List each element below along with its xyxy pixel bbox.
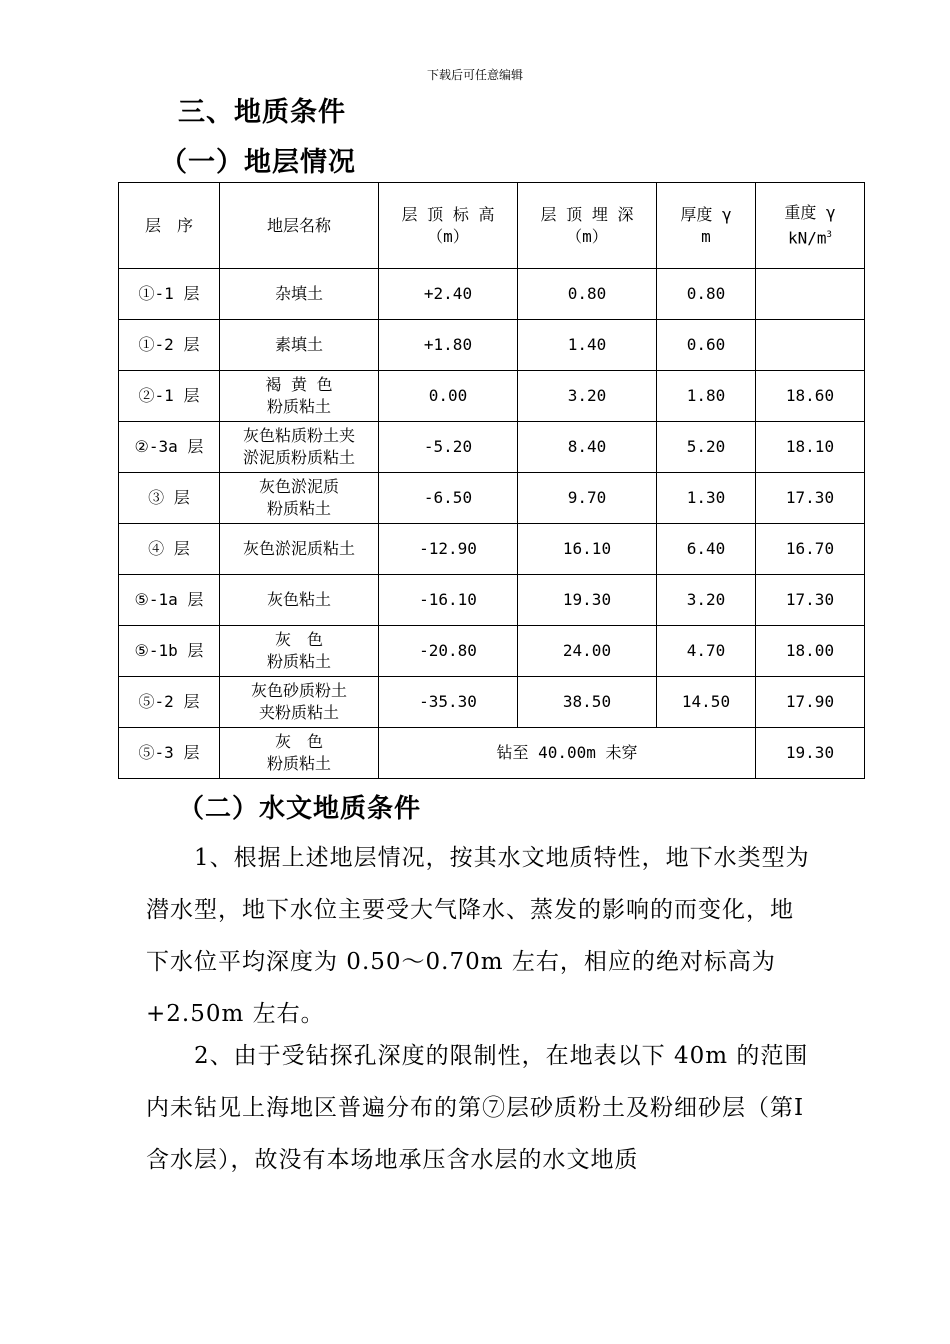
- cell-name: 灰色粘质粉土夹 淤泥质粉质粘土: [220, 422, 379, 473]
- cell-top-elev: -5.20: [379, 422, 518, 473]
- cell-name: 杂填土: [220, 269, 379, 320]
- cell-merged: 钻至 40.00m 未穿: [379, 728, 756, 779]
- cell-name: 灰 色 粉质粘土: [220, 626, 379, 677]
- cell-seq: ②-3a 层: [119, 422, 220, 473]
- paragraph-1: 1、根据上述地层情况，按其水文地质特性，地下水类型为潜水型，地下水位主要受大气降水、蒸发的影响的而变化，地下水位平均深度为 0.50～0.70m 左右，相应的绝对标高为+2.50m 左右。: [146, 845, 810, 1027]
- cell-top-depth: 8.40: [518, 422, 657, 473]
- cell-name: 灰 色 粉质粘土: [220, 728, 379, 779]
- cell-top-elev: -20.80: [379, 626, 518, 677]
- table-row: [119, 728, 865, 779]
- cell-name: 褐 黄 色 粉质粘土: [220, 371, 379, 422]
- subsection-title-strata: （一）地层情况: [160, 147, 356, 178]
- cell-weight: 19.30: [756, 728, 865, 779]
- cell-thickness: 3.20: [657, 575, 756, 626]
- table-row: [119, 677, 865, 728]
- cell-weight: [756, 269, 865, 320]
- cell-seq: ④ 层: [119, 524, 220, 575]
- cell-top-depth: 0.80: [518, 269, 657, 320]
- cell-top-depth: 1.40: [518, 320, 657, 371]
- cell-thickness: 0.60: [657, 320, 756, 371]
- cell-seq: ①-1 层: [119, 269, 220, 320]
- header-seq: 层 序: [119, 183, 220, 269]
- cell-top-elev: -6.50: [379, 473, 518, 524]
- header-thickness: 厚度 γ m: [657, 183, 756, 269]
- table-row: [119, 269, 865, 320]
- table-header-row: [119, 183, 865, 269]
- table-row: [119, 626, 865, 677]
- cell-thickness: 6.40: [657, 524, 756, 575]
- section-title: 三、地质条件: [178, 97, 346, 128]
- cell-name: 素填土: [220, 320, 379, 371]
- cell-seq: ②-1 层: [119, 371, 220, 422]
- cell-weight: 18.10: [756, 422, 865, 473]
- cell-seq: ⑤-1a 层: [119, 575, 220, 626]
- strata-table: [118, 182, 865, 779]
- table-row: [119, 422, 865, 473]
- cell-top-depth: 19.30: [518, 575, 657, 626]
- cell-seq: ⑤-2 层: [119, 677, 220, 728]
- table-row: [119, 524, 865, 575]
- cell-top-depth: 3.20: [518, 371, 657, 422]
- cell-top-elev: -12.90: [379, 524, 518, 575]
- table-row: [119, 371, 865, 422]
- cell-seq: ⑤-3 层: [119, 728, 220, 779]
- cell-weight: 16.70: [756, 524, 865, 575]
- cell-seq: ①-2 层: [119, 320, 220, 371]
- header-top-depth: 层 顶 埋 深 （m）: [518, 183, 657, 269]
- cell-weight: 17.90: [756, 677, 865, 728]
- cell-top-depth: 16.10: [518, 524, 657, 575]
- cell-thickness: 5.20: [657, 422, 756, 473]
- cell-top-elev: +2.40: [379, 269, 518, 320]
- cell-thickness: 0.80: [657, 269, 756, 320]
- cell-top-elev: -16.10: [379, 575, 518, 626]
- table-row: [119, 575, 865, 626]
- cell-top-elev: +1.80: [379, 320, 518, 371]
- cell-name: 灰色砂质粉土 夹粉质粘土: [220, 677, 379, 728]
- table-row: [119, 320, 865, 371]
- cell-seq: ③ 层: [119, 473, 220, 524]
- header-note: 下载后可任意编辑: [426, 68, 523, 82]
- subsection-title-hydro: （二）水文地质条件: [178, 794, 422, 824]
- cell-top-depth: 38.50: [518, 677, 657, 728]
- table-row: [119, 473, 865, 524]
- cell-weight: 18.00: [756, 626, 865, 677]
- cell-thickness: 1.80: [657, 371, 756, 422]
- cell-name: 灰色淤泥质粘土: [220, 524, 379, 575]
- cell-thickness: 4.70: [657, 626, 756, 677]
- cell-weight: 17.30: [756, 473, 865, 524]
- header-weight: 重度 γ $kN/m^3$: [756, 183, 865, 269]
- cell-thickness: 14.50: [657, 677, 756, 728]
- cell-weight: 17.30: [756, 575, 865, 626]
- cell-weight: 18.60: [756, 371, 865, 422]
- paragraph-2: 2、由于受钻探孔深度的限制性，在地表以下 40m 的范围内未钻见上海地区普遍分布的第⑦层砂质粉土及粉细砂层（第Ⅰ含水层），故没有本场地承压含水层的水文地质: [146, 1043, 809, 1173]
- header-top-elev: 层 顶 标 高 （m）: [379, 183, 518, 269]
- cell-top-elev: 0.00: [379, 371, 518, 422]
- cell-name: 灰色粘土: [220, 575, 379, 626]
- header-name: 地层名称: [220, 183, 379, 269]
- cell-top-depth: 24.00: [518, 626, 657, 677]
- cell-name: 灰色淤泥质 粉质粘土: [220, 473, 379, 524]
- cell-thickness: 1.30: [657, 473, 756, 524]
- cell-weight: [756, 320, 865, 371]
- cell-top-elev: -35.30: [379, 677, 518, 728]
- cell-seq: ⑤-1b 层: [119, 626, 220, 677]
- cell-top-depth: 9.70: [518, 473, 657, 524]
